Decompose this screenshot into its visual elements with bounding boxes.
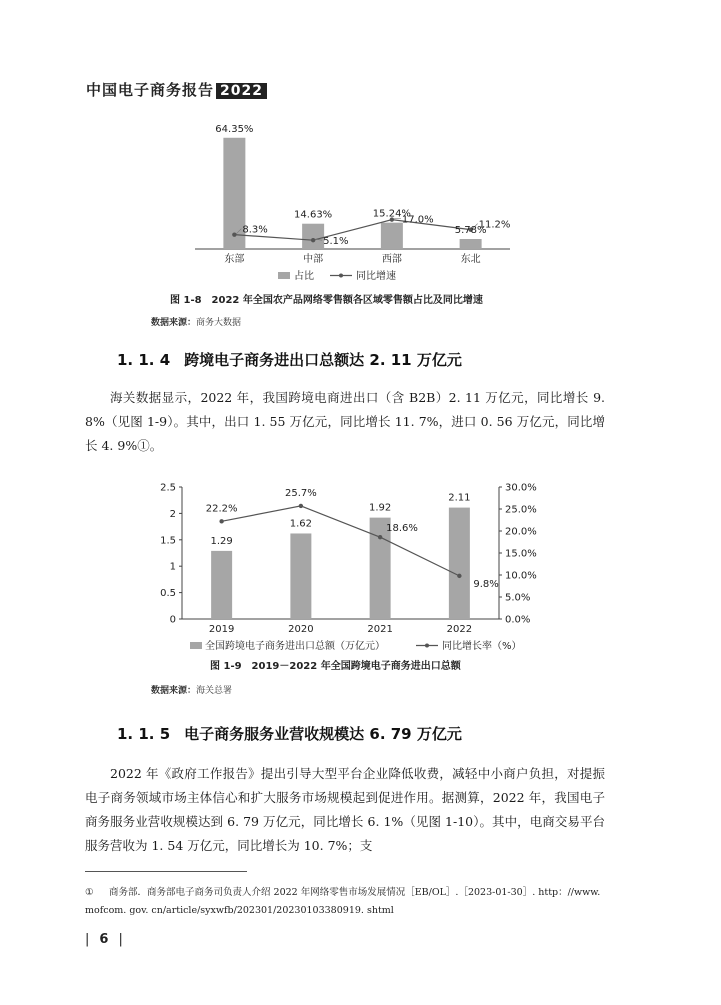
figure-1-8-source bbox=[151, 315, 241, 328]
footnote bbox=[85, 884, 615, 920]
bar-西部 bbox=[381, 223, 403, 249]
y2-tick-label: 30.0% bbox=[505, 482, 537, 494]
growth-value-label: 9.8% bbox=[473, 578, 499, 590]
y2-tick-label: 25.0% bbox=[505, 504, 537, 516]
y2-tick-label: 10.0% bbox=[505, 570, 537, 582]
page-number-block: | 6 | bbox=[85, 932, 123, 947]
section-title: 电子商务服务业营收规模达 6. 79 万亿元 bbox=[184, 725, 462, 743]
y-tick-label: 2.5 bbox=[160, 482, 176, 494]
figure-1-9-caption: 图 1-9 2019－2022 年全国跨境电子商务进出口总额 bbox=[210, 661, 461, 672]
page-number: 6 bbox=[99, 932, 109, 947]
y-tick-label: 1.5 bbox=[160, 535, 176, 547]
bar-中部 bbox=[302, 224, 324, 249]
footnote-text: 商务部．商务部电子商务司负责人介绍 2022 年网络零售市场发展情况［EB/OL］.［2023-01-30］. http：//www. mofcom. gov. cn/article/syxwfb/202301/20230103380919. shtml bbox=[85, 887, 601, 916]
bar-value-label: 14.63% bbox=[294, 209, 333, 221]
x-tick-label: 2020 bbox=[288, 624, 314, 635]
figure-1-9-chart bbox=[150, 478, 570, 656]
paragraph: 2022 年《政府工作报告》提出引导大型平台企业降低收费，减轻中小商户负担，对提振电子商务领域市场主体信心和扩大服务市场规模起到促进作用。据测算，2022 年，我国电子商务服务业营收规模达到 6. 79 万亿元，同比增长 6. 1%（见图 1-10）。其中，电商交易平台服务营收为 1. 54 万亿元，同比增长为 10. 7%；支 bbox=[85, 766, 605, 853]
footnote-mark: ① bbox=[85, 887, 94, 898]
y-tick-label: 2 bbox=[169, 508, 176, 520]
growth-point-东部 bbox=[232, 232, 236, 236]
x-tick-label: 东北 bbox=[460, 254, 481, 265]
figure-1-9-source bbox=[151, 683, 232, 696]
y2-tick-label: 5.0% bbox=[505, 592, 531, 604]
growth-line bbox=[234, 220, 470, 241]
x-tick-label: 2021 bbox=[367, 624, 393, 635]
legend-label-line: 同比增长率（%） bbox=[442, 641, 522, 652]
legend-label-line: 同比增速 bbox=[356, 271, 396, 282]
source-label: 数据来源： bbox=[151, 318, 197, 328]
legend-swatch-marker bbox=[339, 274, 343, 278]
bar-value-label: 2.11 bbox=[448, 492, 471, 504]
section-1-1-4-body bbox=[85, 386, 605, 458]
figure-1-8-chart bbox=[190, 118, 530, 288]
bar-value-label: 64.35% bbox=[215, 123, 254, 135]
growth-value-label: 22.2% bbox=[205, 503, 238, 515]
x-tick-label: 中部 bbox=[303, 254, 324, 265]
section-1-1-5-body bbox=[85, 762, 605, 858]
x-tick-label: 2019 bbox=[208, 624, 235, 635]
section-heading-1-1-5 bbox=[117, 723, 462, 744]
bar-2019 bbox=[211, 551, 232, 619]
legend-swatch-bar bbox=[278, 272, 290, 279]
x-tick-label: 东部 bbox=[224, 254, 245, 265]
growth-point-2020 bbox=[299, 504, 303, 508]
chart2-line bbox=[219, 504, 461, 578]
growth-value-label: 18.6% bbox=[386, 523, 418, 535]
chart2-bars bbox=[211, 508, 470, 619]
source-text: 商务大数据 bbox=[196, 318, 242, 328]
growth-value-label: 8.3% bbox=[242, 224, 268, 236]
growth-value-label: 5.1% bbox=[323, 236, 349, 248]
header-title: 中国电子商务报告 bbox=[86, 81, 215, 99]
x-tick-label: 西部 bbox=[381, 254, 402, 265]
legend-swatch-marker bbox=[425, 644, 429, 648]
source-text: 海关总署 bbox=[196, 686, 233, 696]
section-number: 1. 1. 4 bbox=[117, 351, 171, 369]
footnote-divider bbox=[85, 871, 247, 872]
y-tick-label: 0 bbox=[169, 614, 176, 626]
bar-东北 bbox=[460, 239, 482, 249]
running-header bbox=[86, 79, 267, 100]
chart2-legend bbox=[190, 639, 522, 652]
growth-value-label: 17.0% bbox=[401, 214, 434, 226]
y2-tick-label: 0.0% bbox=[505, 614, 531, 626]
bar-value-label: 1.62 bbox=[289, 518, 313, 530]
legend-label-bar: 占比 bbox=[294, 271, 314, 282]
legend-label-bar: 全国跨境电子商务进出口总额（万亿元） bbox=[205, 641, 385, 652]
bar-2022 bbox=[449, 508, 470, 619]
growth-point-2022 bbox=[457, 574, 461, 578]
y2-tick-label: 20.0% bbox=[505, 526, 537, 538]
growth-value-label: 25.7% bbox=[284, 487, 317, 499]
bar-value-label: 5.78% bbox=[454, 225, 487, 237]
x-tick-label: 2022 bbox=[446, 624, 473, 635]
y2-tick-label: 15.0% bbox=[505, 548, 537, 560]
section-title: 跨境电子商务进出口总额达 2. 11 万亿元 bbox=[184, 351, 462, 369]
chart1-legend bbox=[278, 269, 396, 282]
figure-1-8-caption: 图 1-8 2022 年全国农产品网络零售额各区域零售额占比及同比增速 bbox=[170, 295, 483, 306]
header-year-badge: 2022 bbox=[216, 83, 267, 99]
paragraph: 海关数据显示，2022 年，我国跨境电商进出口（含 B2B）2. 11 万亿元，同比增长 9. 8%（见图 1-9）。其中，出口 1. 55 万亿元，同比增长 11. 7%，进口 0. 56 万亿元，同比增长 4. 9%①。 bbox=[85, 390, 605, 453]
section-number: 1. 1. 5 bbox=[117, 725, 171, 743]
growth-point-2021 bbox=[378, 535, 382, 539]
growth-point-2019 bbox=[219, 519, 223, 523]
growth-value-label: 11.2% bbox=[478, 219, 511, 231]
bar-value-label: 15.24% bbox=[372, 208, 411, 220]
source-label: 数据来源： bbox=[151, 686, 197, 696]
y-tick-label: 0.5 bbox=[160, 588, 176, 600]
bar-value-label: 1.29 bbox=[210, 535, 233, 547]
section-heading-1-1-4 bbox=[117, 349, 462, 370]
growth-line bbox=[222, 506, 460, 576]
bar-2020 bbox=[290, 533, 311, 619]
bar-value-label: 1.92 bbox=[368, 502, 392, 514]
y-tick-label: 1 bbox=[169, 561, 176, 573]
legend-swatch-bar bbox=[190, 642, 202, 649]
growth-point-中部 bbox=[311, 238, 315, 242]
